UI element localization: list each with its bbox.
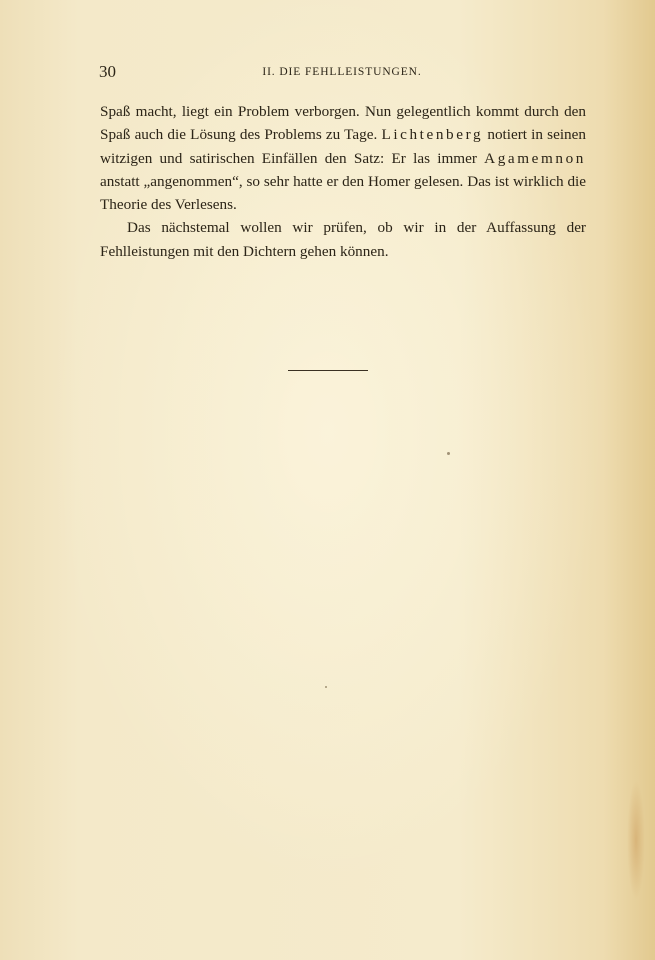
text-span: notiert in seinen witzigen und satirischen Einfällen den Satz: Er las immer: [100, 126, 586, 167]
text-span: anstatt „angenommen“, so sehr hatte er den Homer gelesen. Das ist wirklich die Theorie des Verlesens.: [100, 172, 586, 214]
page-header: [99, 62, 585, 82]
body-text: [100, 100, 586, 263]
page-number: 30: [99, 62, 116, 81]
paragraph: [100, 100, 586, 216]
spaced-name-lichtenberg: Lichtenberg: [381, 126, 484, 144]
paper-speck: [447, 452, 450, 455]
running-head: II. DIE FEHLLEISTUNGEN.: [262, 66, 422, 78]
text-span: Spaß macht, liegt ein Problem verborgen. Nun gelegentlich kommt durch den Spaß auch die Lösung des Problems zu Tage.: [100, 103, 586, 144]
paper-speck: [325, 686, 327, 688]
spaced-name-agamemnon: Agamemnon: [484, 149, 586, 167]
section-divider: [288, 370, 368, 371]
paragraph: Das nächstemal wollen wir prüfen, ob wir in der Auffassung der Fehlleistungen mit den Dichtern gehen können.: [100, 219, 586, 260]
paper-stain: [627, 780, 645, 900]
